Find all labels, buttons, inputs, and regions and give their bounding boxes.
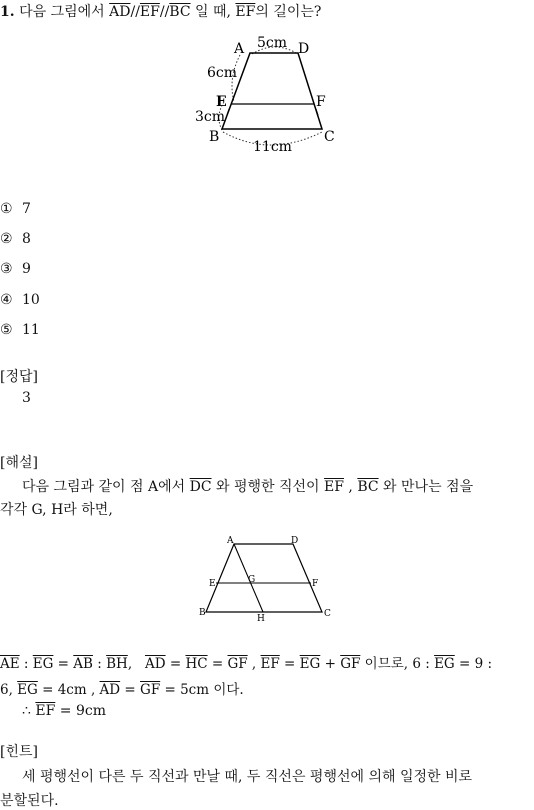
answer-header: [정답] [0,369,38,385]
option-mark: ③ [0,261,13,277]
hint-line-2: 분할된다. [0,793,59,809]
hint-header: [힌트] [0,744,38,760]
equation-text: : [19,656,33,672]
conclusion-line [22,703,106,719]
trapezoid-outline [206,544,322,612]
equation-text: : [92,656,107,672]
segment-hc: $\overline{HC}$ [185,656,208,672]
option-text: 10 [22,292,40,308]
segment-bc: $\overline{BC}$ [169,4,191,20]
segment-ae: $\overline{AE}$ [0,656,20,672]
option-3[interactable] [0,261,31,277]
equation-line-2 [0,678,244,698]
parallel-sign: // [159,4,170,20]
option-text: 9 [22,261,31,277]
stem-mid: 일 때, [195,4,231,20]
explanation-header: [해설] [0,455,38,471]
equation-text: = [279,656,300,672]
label-c: C [324,129,335,145]
equation-text: 이므로, 6 : [360,656,435,672]
equation-text: + [320,656,341,672]
segment-ad: $\overline{AD}$ [144,656,166,672]
option-1[interactable] [0,201,31,217]
segment-ef: $\overline{EF}$ [235,4,256,20]
equation-text: = 4cm , [37,682,100,698]
label-e: E [209,579,216,589]
equation-text: , [127,656,145,672]
equation-text: = 5cm 이다. [160,682,244,698]
explanation-text: , [348,479,353,495]
option-text: 7 [22,201,31,217]
explanation-text: 와 만나는 점을 [383,479,474,495]
segment-ad: $\overline{AD}$ [99,682,121,698]
label-c: C [324,609,331,619]
label-f: F [312,579,319,589]
equation-text: 6, [0,682,18,698]
dim-top: 5cm [257,35,288,51]
option-mark: ④ [0,292,13,308]
label-d: D [298,41,310,57]
segment-eg: $\overline{EG}$ [32,656,54,672]
option-mark: ⑤ [0,322,13,338]
equation-text: = [120,682,141,698]
stem-suffix: 의 길이는? [255,4,322,20]
segment-bh: $\overline{BH}$ [106,656,128,672]
label-a: A [227,536,234,546]
label-f: F [316,94,326,110]
equation-text: = [207,656,228,672]
equation-text: = 9 : [454,656,493,672]
option-mark: ① [0,201,13,217]
therefore-symbol: ∴ [22,703,31,719]
segment-gf: $\overline{GF}$ [340,656,361,672]
question-stem [0,1,321,21]
option-mark: ② [0,231,13,247]
segment-bc: $\overline{BC}$ [357,479,379,495]
segment-ef: $\overline{EF}$ [260,656,280,672]
option-text: 11 [22,322,40,338]
equation-text: = [53,656,74,672]
dim-eb: 3cm [195,109,226,125]
segment-ef: $\overline{EF}$ [35,703,56,719]
label-b: B [209,129,220,145]
label-h: H [257,614,265,624]
equation-text: , [247,656,261,672]
explanation-line-1 [22,476,473,496]
question-number: 1. [0,4,15,20]
label-e: E [216,94,227,110]
segment-ad: $\overline{AD}$ [109,4,131,20]
conclusion-value: = 9cm [55,703,106,719]
segment-gf: $\overline{GF}$ [227,656,248,672]
option-text: 8 [22,231,31,247]
dim-ae: 6cm [207,65,238,81]
equation-line-1 [0,652,492,672]
dim-bottom: 11cm [253,139,292,155]
stem-prefix: 다음 그림에서 [19,4,105,20]
segment-ab: $\overline{AB}$ [73,656,93,672]
option-4[interactable] [0,292,40,308]
trapezoid-figure [190,30,350,160]
equation-text: = [165,656,186,672]
explanation-text: 다음 그림과 같이 점 A에서 [22,479,186,495]
segment-ef: $\overline{EF}$ [324,479,344,495]
segment-ef: $\overline{EF}$ [139,4,160,20]
answer-value: 3 [22,390,31,406]
label-b: B [199,608,206,618]
option-2[interactable] [0,231,31,247]
label-g: G [248,575,256,585]
segment-eg: $\overline{EG}$ [17,682,38,698]
segment-dc: $\overline{DC}$ [189,479,212,495]
segment-eg: $\overline{EG}$ [434,656,455,672]
segment-eg: $\overline{EG}$ [299,656,321,672]
construction-figure [196,532,340,624]
explanation-line-2: 각각 G, H라 하면, [0,502,113,518]
label-a: A [234,41,245,57]
hint-line-1: 세 평행선이 다른 두 직선과 만날 때, 두 직선은 평행선에 의해 일정한 비로 [22,769,473,785]
option-5[interactable] [0,322,40,338]
parallel-sign: // [130,4,140,20]
segment-gf: $\overline{GF}$ [140,682,161,698]
label-d: D [291,536,299,546]
explanation-text: 와 평행한 직선이 [216,479,320,495]
